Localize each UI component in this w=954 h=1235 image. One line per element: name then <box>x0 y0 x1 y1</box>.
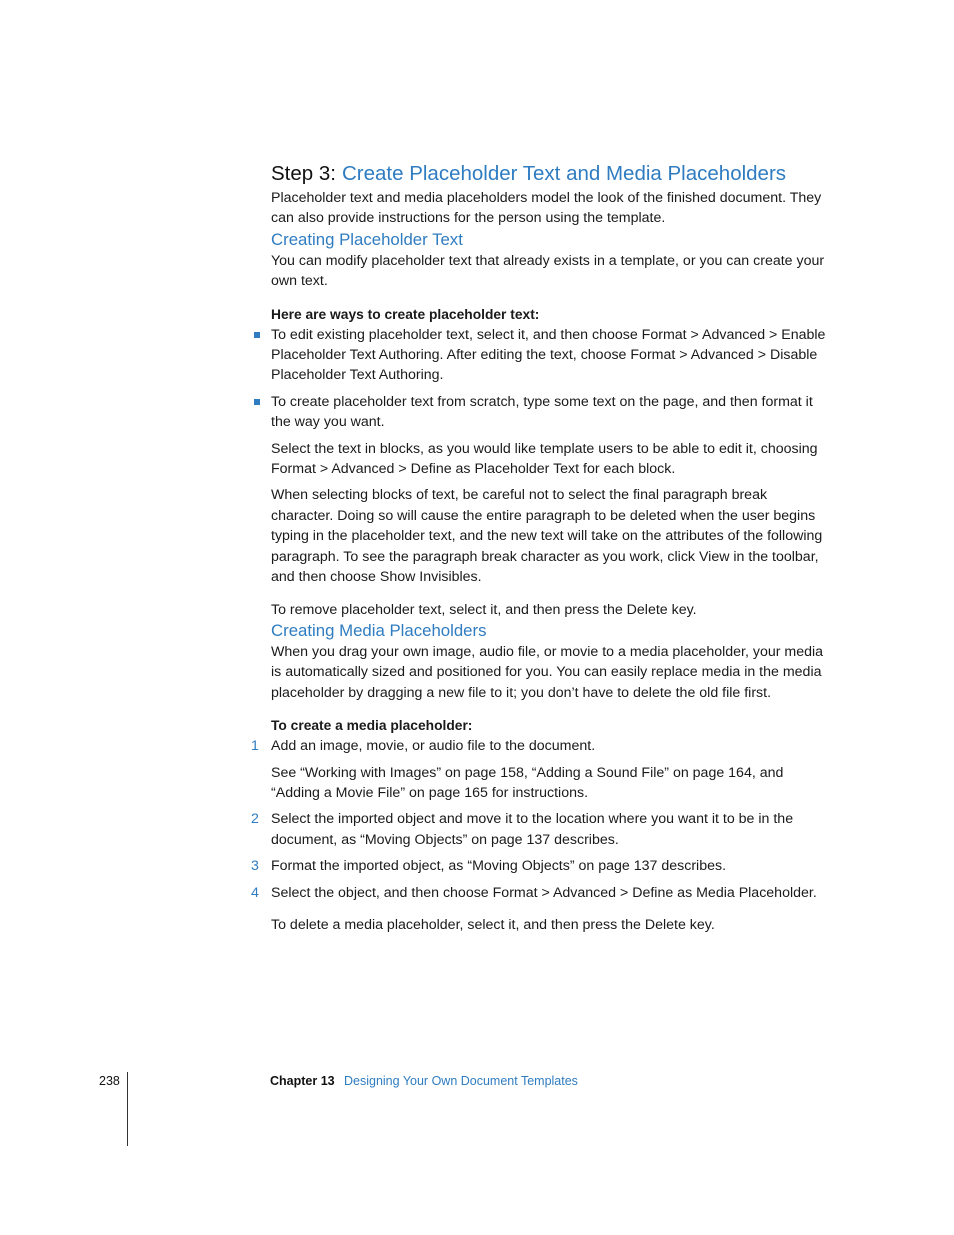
numbered-step <box>251 883 827 903</box>
chapter-title: Designing Your Own Document Templates <box>344 1074 578 1088</box>
bullet-paragraph: When selecting blocks of text, be careful not to select the final paragraph break character. Doing so will cause the entire paragraph to be deleted when the user begins typing in the placeholder text, and the new text will take on the attributes of the following paragraph. To see the paragraph break character as you work, click View in the toolbar, and then choose Show Invisibles. <box>271 487 823 586</box>
remove-placeholder-note: To remove placeholder text, select it, and then press the Delete key. <box>271 601 697 618</box>
delete-placeholder-note: To delete a media placeholder, select it, and then press the Delete key. <box>271 916 715 933</box>
numbered-step <box>251 736 827 756</box>
step-number: 1 <box>251 738 259 755</box>
step-title: Create Placeholder Text and Media Placeholders <box>341 162 787 185</box>
list-item <box>271 325 827 386</box>
step-number: 2 <box>251 811 259 828</box>
page-content <box>251 160 827 935</box>
placeholder-text-intro: You can modify placeholder text that already exists in a template, or you can create your own text. <box>271 252 825 290</box>
bullet-text: To create placeholder text from scratch, type some text on the page, and then format it the way you want. <box>271 393 813 431</box>
section-heading-media-placeholders: Creating Media Placeholders <box>271 620 487 640</box>
step-text: Format the imported object, as “Moving Objects” on page 137 describes. <box>271 858 727 875</box>
bullet-text: To edit existing placeholder text, select it, and then choose Format > Advanced > Enable Placeholder Text Authoring. After editing the text, choose Format > Advanced > Disable Placeholder Text Authoring. <box>271 326 826 384</box>
step-label: Step 3: <box>271 162 336 185</box>
page-footer <box>0 1072 954 1092</box>
page-number: 238 <box>99 1074 120 1088</box>
bullet-icon <box>254 332 260 338</box>
placeholder-text-lead: Here are ways to create placeholder text: <box>271 306 540 322</box>
numbered-step <box>251 856 827 876</box>
section-heading-placeholder-text: Creating Placeholder Text <box>271 229 463 249</box>
media-placeholders-lead: To create a media placeholder: <box>271 718 473 734</box>
step-text: Add an image, movie, or audio file to the document. <box>271 738 596 755</box>
numbered-step <box>251 809 827 850</box>
step-number: 4 <box>251 884 259 901</box>
chapter-label: Chapter 13 <box>270 1074 335 1088</box>
step-text: Select the imported object and move it to the location where you want it to be in the document, as “Moving Objects” on page 137 describes. <box>271 811 794 848</box>
bullet-icon <box>254 399 260 405</box>
media-placeholders-intro: When you drag your own image, audio file, or movie to a media placeholder, your media is automatically sized and positioned for you. You can easily replace media in the media placeholder by dragging a new file to it; you don’t have to delete the old file first. <box>271 643 824 701</box>
step-intro: Placeholder text and media placeholders model the look of the finished document. They can also provide instructions for the person using the template. <box>271 190 822 227</box>
step-heading <box>271 160 827 188</box>
list-item <box>271 392 827 433</box>
step-number: 3 <box>251 858 259 875</box>
step-note: See “Working with Images” on page 158, “Adding a Sound File” on page 164, and “Adding a Movie File” on page 165 for instructions. <box>271 764 784 801</box>
bullet-paragraph: Select the text in blocks, as you would like template users to be able to edit it, choosing Format > Advanced > Define as Placeholder Text for each block. <box>271 440 818 478</box>
step-text: Select the object, and then choose Format > Advanced > Define as Media Placeholder. <box>271 884 817 901</box>
